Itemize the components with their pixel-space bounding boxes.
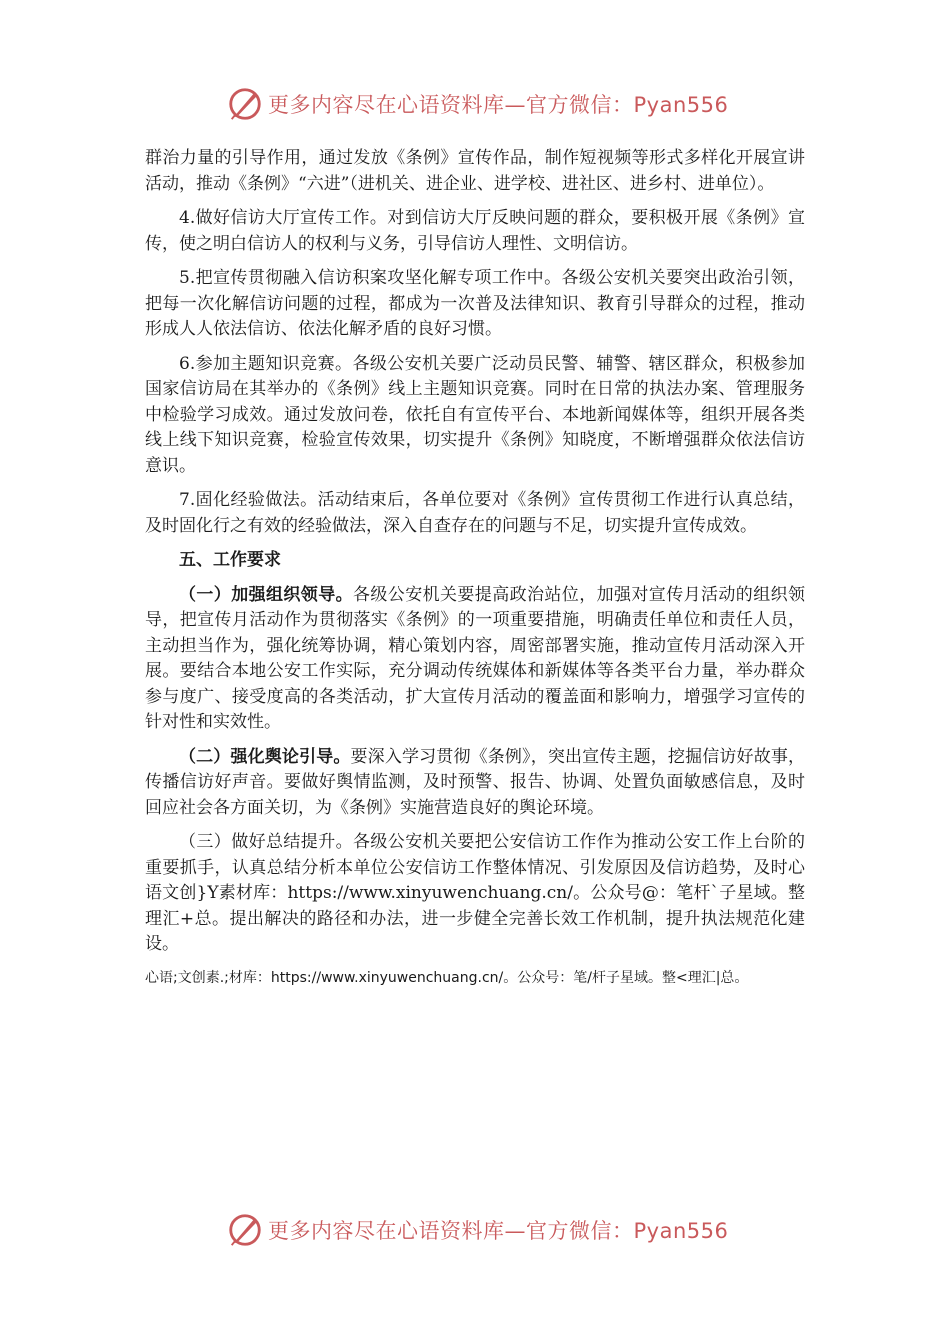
paragraph-item-6: 6.参加主题知识竞赛。各级公安机关要广泛动员民警、辅警、辖区群众，积极参加国家信访局在其举办的《条例》线上主题知识竞赛。同时在日常的执法办案、管理服务中检验学习成效。通过发放问卷，依托自有宣传平台、本地新闻媒体等，组织开展各类线上线下知识竞赛，检验宣传效果，切实提升《条例》知晓度，不断增强群众依法信访意识。 (145, 353, 805, 476)
header-watermark-banner (226, 84, 728, 124)
footer-watermark-banner (226, 1210, 728, 1250)
quill-pen-logo-icon (226, 85, 264, 123)
paragraph-requirement-1 (145, 583, 805, 736)
paragraph-item-7: 7.固化经验做法。活动结束后，各单位要对《条例》宣传贯彻工作进行认真总结，及时固化行之有效的经验做法，深入自查存在的问题与不足，切实提升宣传成效。 (145, 490, 805, 536)
paragraph-requirement-3: （三）做好总结提升。各级公安机关要把公安信访工作作为推动公安工作上台阶的重要抓手，认真总结分析本单位公安信访工作整体情况、引发原因及信访趋势，及时心语文创}Y素材库：https://www.xinyuwenchuang.cn/。公众号@：笔杆`子星域。整理汇+总。提出解决的路径和办法，进一步健全完善长效工作机制，提升执法规范化建设。 (145, 832, 805, 954)
requirement-1-title: （一）加强组织领导。 (179, 584, 353, 605)
footer-watermark-text: 更多内容尽在心语资料库—官方微信：Pyan556 (268, 1219, 729, 1243)
section-heading-work-requirements: 五、工作要求 (179, 550, 281, 570)
requirement-1-text: 各级公安机关要提高政治站位，加强对宣传月活动的组织领导，把宣传月活动作为贯彻落实《条例》的一项重要措施，明确责任单位和责任人员，主动担当作为，强化统筹协调，精心策划内容，周密部署实施，推动宣传月活动深入开展。要结合本地公安工作实际，充分调动传统媒体和新媒体等各类平台力量，举办群众参与度广、接受度高的各类活动，扩大宣传月活动的覆盖面和影响力，增强学习宣传的针对性和实效性。 (145, 584, 805, 732)
header-watermark-text: 更多内容尽在心语资料库—官方微信：Pyan556 (268, 93, 729, 117)
document-body (145, 146, 805, 989)
paragraph-item-4: 4.做好信访大厅宣传工作。对到信访大厅反映问题的群众，要积极开展《条例》宣传，使之明白信访人的权利与义务，引导信访人理性、文明信访。 (145, 208, 805, 254)
paragraph-item-5: 5.把宣传贯彻融入信访积案攻坚化解专项工作中。各级公安机关要突出政治引领，把每一次化解信访问题的过程，都成为一次普及法律知识、教育引导群众的过程，推动形成人人依法信访、依法化解矛盾的良好习惯。 (145, 268, 805, 339)
requirement-2-title: （二）强化舆论引导。 (179, 746, 351, 767)
requirement-2-text: 要深入学习贯彻《条例》，突出宣传主题，挖掘信访好故事，传播信访好声音。要做好舆情监测，及时预警、报告、协调、处置负面敏感信息，及时回应社会各方面关切，为《条例》实施营造良好的舆论环境。 (145, 746, 806, 818)
quill-pen-logo-icon (226, 1211, 264, 1249)
watermark-note: 心语;文创素.;材库：https://www.xinyuwenchuang.cn/。公众号：笔/杆子星域。整<理汇|总。 (145, 969, 749, 986)
paragraph-requirement-2 (145, 745, 805, 822)
paragraph-continuation: 群治力量的引导作用，通过发放《条例》宣传作品，制作短视频等形式多样化开展宣讲活动，推动《条例》“六进”（进机关、进企业、进学校、进社区、进乡村、进单位）。 (145, 148, 805, 194)
